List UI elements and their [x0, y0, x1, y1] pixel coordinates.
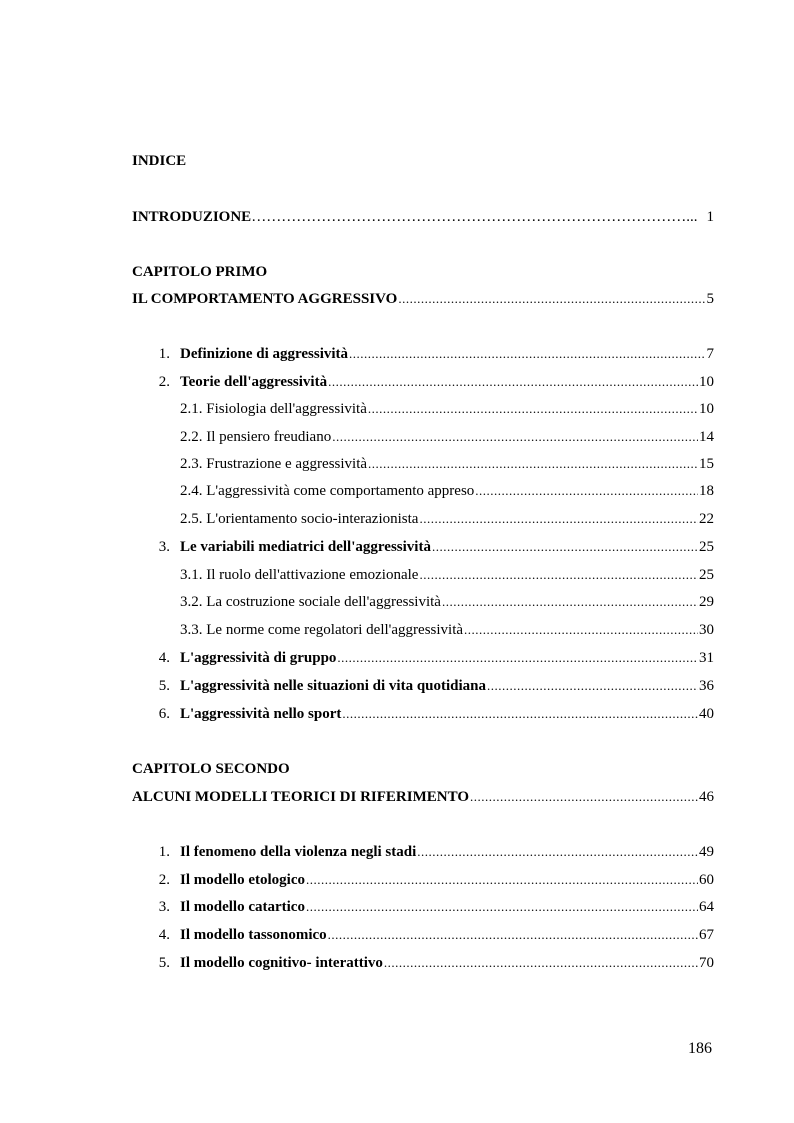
toc-item: [180, 345, 714, 363]
chapter-title: CAPITOLO PRIMO: [132, 264, 268, 280]
toc-page-number: 25: [699, 567, 714, 583]
toc-page-number: 5: [706, 291, 714, 307]
toc-leader: [475, 482, 698, 500]
toc-chapter-subtitle: [132, 788, 714, 806]
toc-item: [180, 926, 714, 944]
page-number: 186: [688, 1040, 712, 1057]
toc-item-number: 1.: [158, 346, 170, 362]
toc-label: 3.1. Il ruolo dell'attivazione emozionale: [180, 567, 419, 583]
toc-page-number: 46: [699, 789, 714, 805]
toc-label: IL COMPORTAMENTO AGGRESSIVO: [132, 291, 398, 307]
toc-item-number: 3.: [158, 899, 170, 915]
toc-item-number: 4.: [158, 927, 170, 943]
toc-page-number: 67: [699, 927, 714, 943]
toc-label: 2.4. L'aggressività come comportamento appreso: [180, 483, 475, 499]
toc-page-number: 18: [699, 483, 714, 499]
toc-label: Il fenomeno della violenza negli stadi: [180, 844, 417, 860]
toc-label: Definizione di aggressività: [180, 346, 349, 362]
toc-item: [180, 898, 714, 916]
toc-leader: [342, 705, 698, 723]
toc-subitem: [180, 400, 714, 418]
toc-intro-leader: ……………………………………………………………………………...: [251, 209, 698, 225]
toc-label: L'aggressività di gruppo: [180, 650, 337, 666]
toc-label: Il modello tassonomico: [180, 927, 327, 943]
toc-page-number: 22: [699, 511, 714, 527]
toc-item: [180, 705, 714, 723]
toc-leader: [417, 843, 698, 861]
toc-intro: [132, 208, 714, 226]
toc-subitem: [180, 510, 714, 528]
toc-leader: [306, 898, 698, 916]
toc-label: Teorie dell'aggressività: [180, 374, 328, 390]
toc-subitem: [180, 455, 714, 473]
toc-leader: [328, 373, 698, 391]
toc-label: 2.3. Frustrazione e aggressività: [180, 456, 368, 472]
toc-leader: [419, 510, 698, 528]
toc-leader: [337, 649, 698, 667]
toc-leader: [306, 871, 698, 889]
toc-leader: [442, 593, 698, 611]
toc-page-number: 64: [699, 899, 714, 915]
toc-leader: [328, 926, 698, 944]
toc-page-number: 60: [699, 872, 714, 888]
toc-item: [180, 677, 714, 695]
toc-leader: [419, 566, 698, 584]
index-heading: INDICE: [132, 153, 187, 169]
toc-label: 3.3. Le norme come regolatori dell'aggressività: [180, 622, 464, 638]
toc-page-number: 36: [699, 678, 714, 694]
toc-label: 2.5. L'orientamento socio-interazionista: [180, 511, 419, 527]
toc-page-number: 31: [699, 650, 714, 666]
toc-label: Il modello cognitivo- interattivo: [180, 955, 383, 971]
toc-subitem: [180, 593, 714, 611]
toc-label: Il modello etologico: [180, 872, 305, 888]
toc-chapter-subtitle: [132, 290, 714, 308]
toc-page-number: 10: [699, 374, 714, 390]
chapter-title: CAPITOLO SECONDO: [132, 761, 290, 777]
toc-label: L'aggressività nello sport: [180, 706, 342, 722]
toc-page-number: 7: [706, 346, 714, 362]
toc-subitem: [180, 566, 714, 584]
toc-label: 2.1. Fisiologia dell'aggressività: [180, 401, 367, 417]
toc-label: ALCUNI MODELLI TEORICI DI RIFERIMENTO: [132, 789, 470, 805]
toc-page-number: 29: [699, 594, 714, 610]
toc-item: [180, 871, 714, 889]
toc-item-number: 1.: [158, 844, 170, 860]
toc-page-number: 10: [699, 401, 714, 417]
toc-leader: [332, 428, 698, 446]
toc-subitem: [180, 621, 714, 639]
toc-page-number: 30: [699, 622, 714, 638]
toc-item: [180, 843, 714, 861]
toc-subitem: [180, 482, 714, 500]
toc-leader: [432, 538, 698, 556]
toc-label: Il modello catartico: [180, 899, 305, 915]
toc-item-number: 2.: [158, 872, 170, 888]
toc-leader: [464, 621, 698, 639]
toc-page-number: 40: [699, 706, 714, 722]
toc-leader: [368, 400, 698, 418]
toc-leader: [487, 677, 698, 695]
toc-item: [180, 538, 714, 556]
toc-subitem: [180, 428, 714, 446]
toc-item-number: 5.: [158, 955, 170, 971]
toc-leader: [470, 788, 698, 806]
toc-item: [180, 954, 714, 972]
toc-item-number: 6.: [158, 706, 170, 722]
toc-leader: [384, 954, 698, 972]
toc-label: 3.2. La costruzione sociale dell'aggressività: [180, 594, 441, 610]
toc-label: Le variabili mediatrici dell'aggressività: [180, 539, 431, 555]
toc-item-number: 4.: [158, 650, 170, 666]
toc-label: INTRODUZIONE: [132, 209, 252, 225]
toc-page-number: 14: [699, 429, 714, 445]
toc-label: L'aggressività nelle situazioni di vita quotidiana: [180, 678, 487, 694]
toc-item-number: 5.: [158, 678, 170, 694]
toc-label: 2.2. Il pensiero freudiano: [180, 429, 332, 445]
toc-page-number: 49: [699, 844, 714, 860]
toc-page-number: 15: [699, 456, 714, 472]
toc-item: [180, 373, 714, 391]
toc-item: [180, 649, 714, 667]
toc-page-number: 70: [699, 955, 714, 971]
toc-page-number: 25: [699, 539, 714, 555]
toc-item-number: 3.: [158, 539, 170, 555]
toc-leader: [349, 345, 705, 363]
toc-leader: [398, 290, 705, 308]
toc-leader: [368, 455, 698, 473]
toc-item-number: 2.: [158, 374, 170, 390]
toc-page-number: 1: [706, 209, 714, 225]
